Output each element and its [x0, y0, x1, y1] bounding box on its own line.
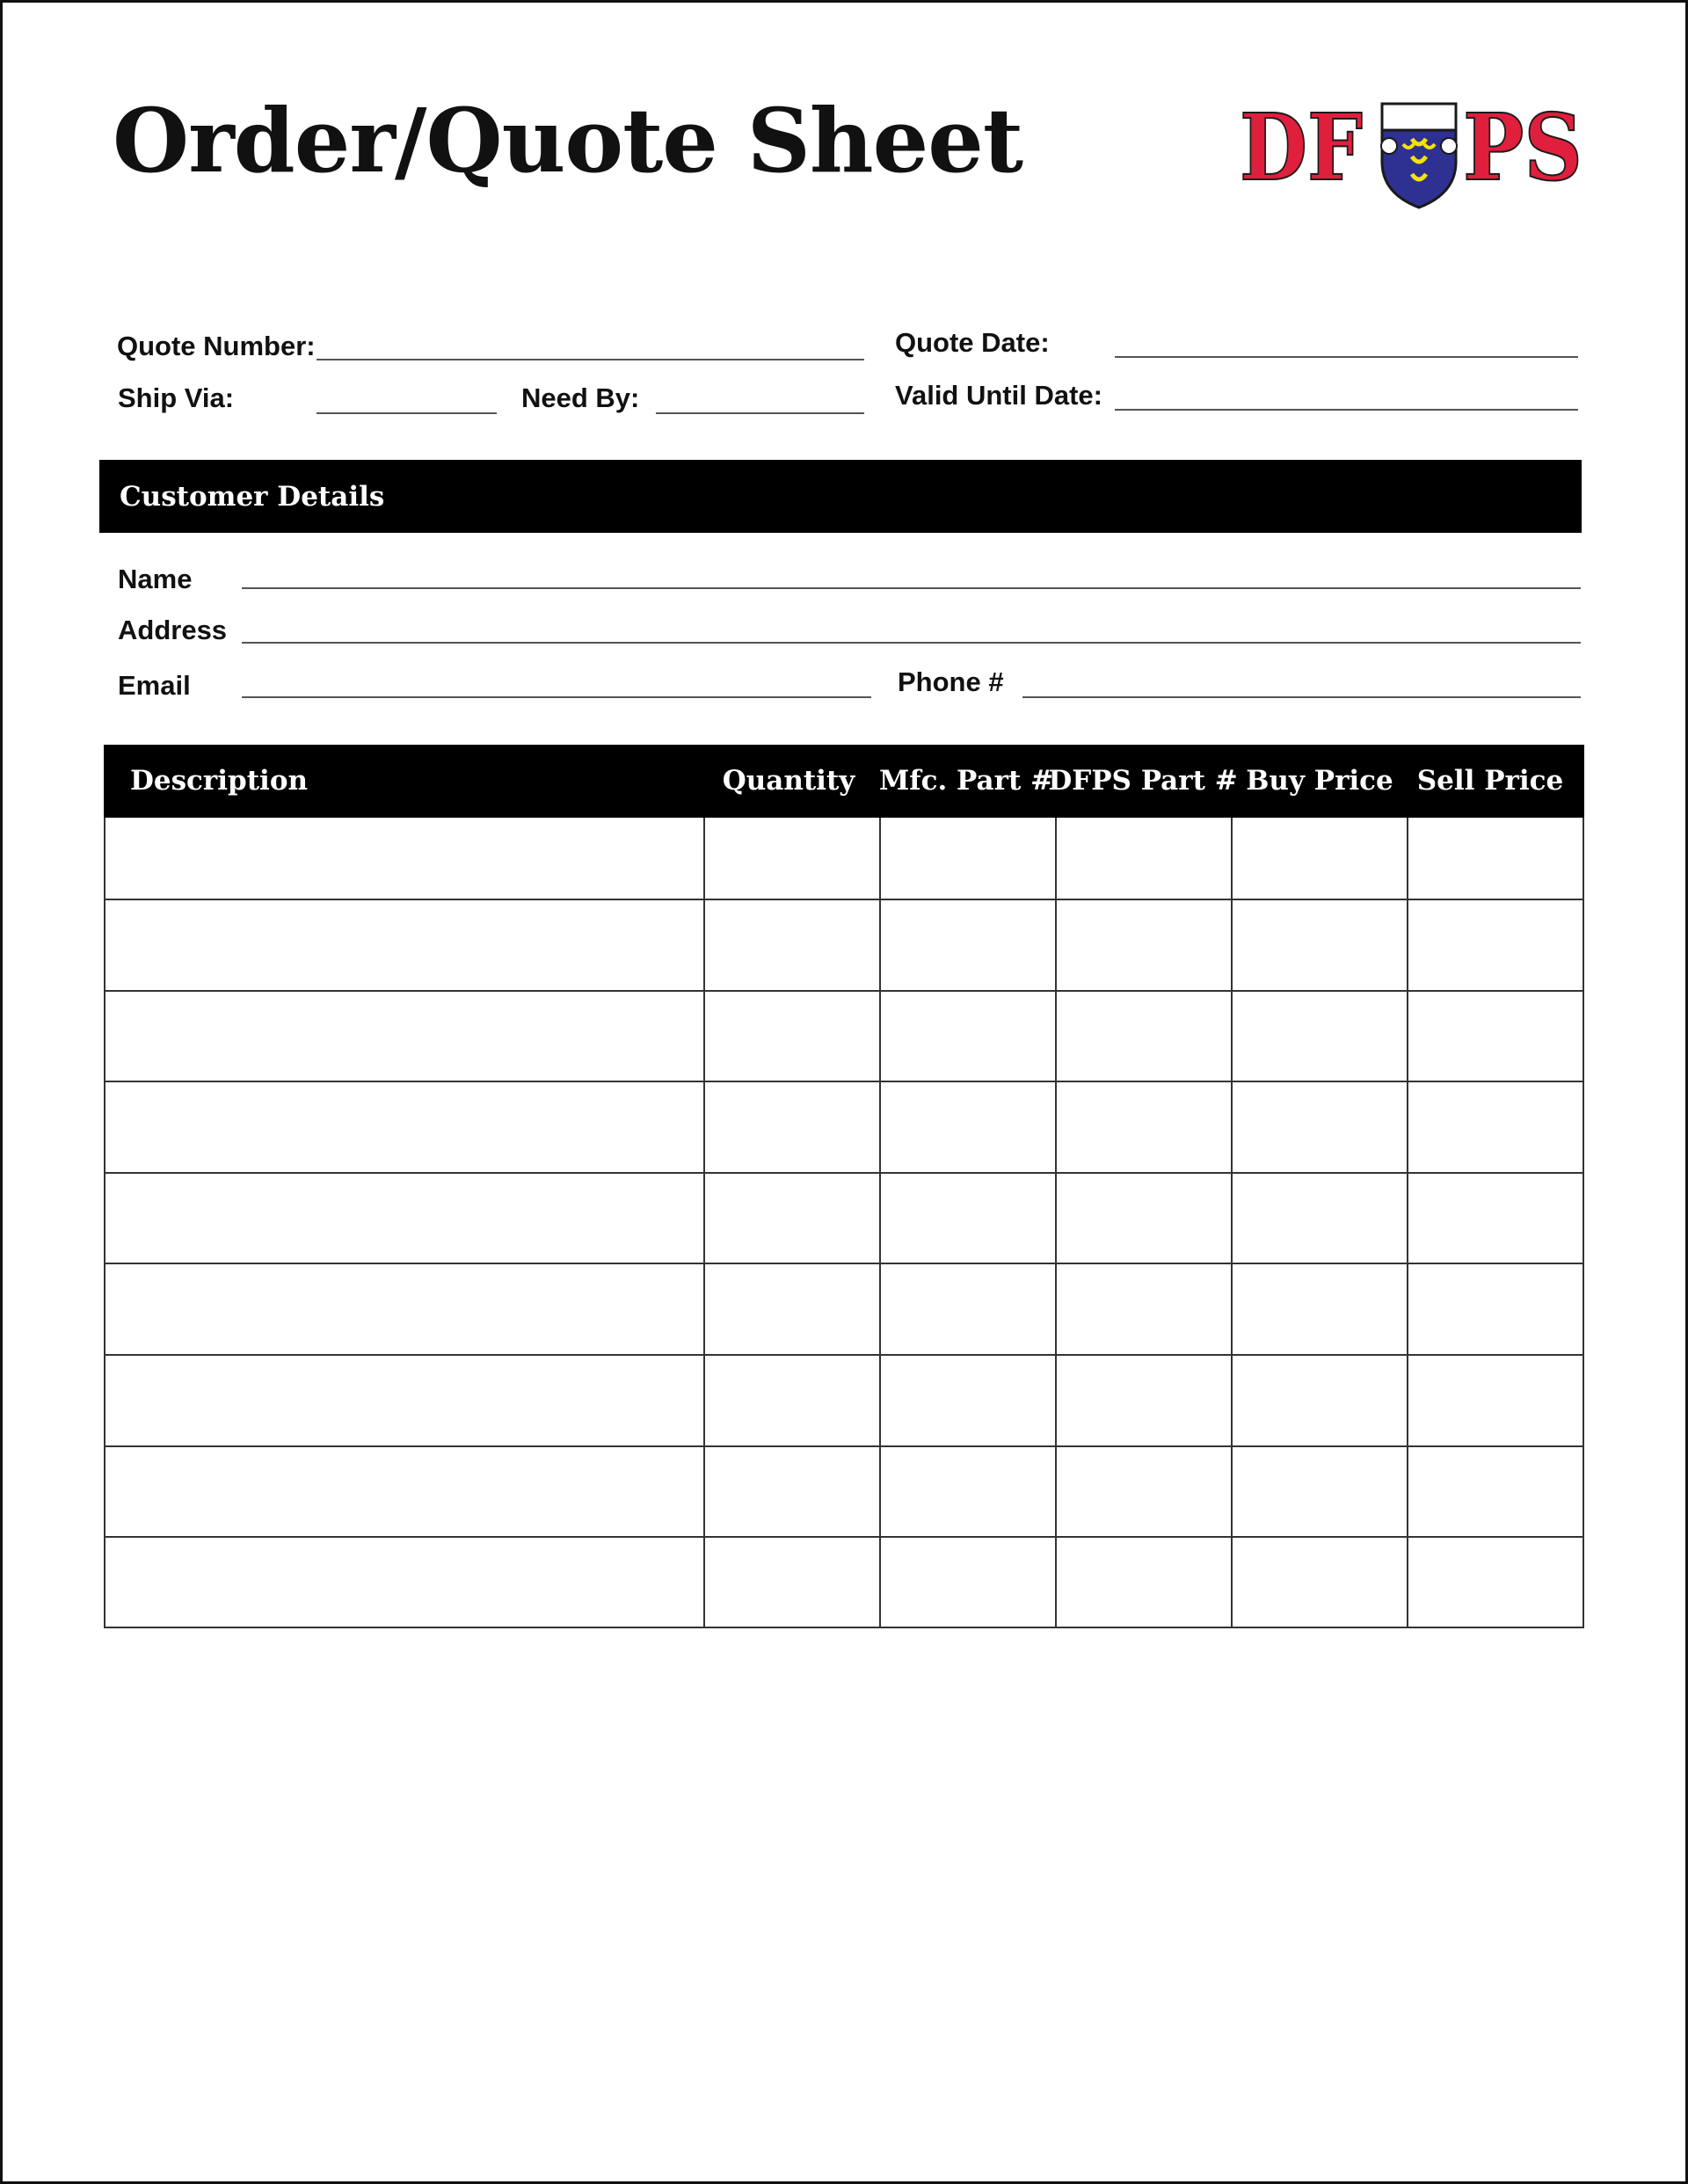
table-cell[interactable] [104, 1172, 703, 1263]
table-cell[interactable] [1231, 1172, 1407, 1263]
table-cell[interactable] [1231, 1081, 1407, 1172]
table-cell[interactable] [1231, 899, 1407, 990]
table-cell[interactable] [879, 899, 1055, 990]
table-cell[interactable] [703, 1263, 879, 1354]
table-cell[interactable] [703, 1081, 879, 1172]
table-cell[interactable] [879, 1354, 1055, 1445]
table-cell[interactable] [1055, 1263, 1231, 1354]
phone-label: Phone # [898, 666, 1004, 697]
table-cell[interactable] [1055, 1081, 1231, 1172]
name-label: Name [118, 564, 193, 594]
table-cell[interactable] [879, 1081, 1055, 1172]
column-header-buy-price: Buy Price [1246, 765, 1393, 797]
table-cell[interactable] [879, 818, 1055, 899]
need-by-field[interactable] [656, 412, 864, 414]
table-cell[interactable] [104, 899, 703, 990]
table-cell[interactable] [703, 990, 879, 1081]
table-cell[interactable] [1231, 1263, 1407, 1354]
table-cell[interactable] [104, 818, 703, 899]
table-cell[interactable] [1407, 1081, 1584, 1172]
table-cell[interactable] [104, 1445, 703, 1536]
table-cell[interactable] [703, 899, 879, 990]
table-cell[interactable] [879, 1172, 1055, 1263]
table-cell[interactable] [1055, 818, 1231, 899]
quote-date-label: Quote Date: [895, 327, 1050, 358]
table-cell[interactable] [1407, 990, 1584, 1081]
table-cell[interactable] [104, 1263, 703, 1354]
table-cell[interactable] [104, 990, 703, 1081]
table-cell[interactable] [1231, 1536, 1407, 1628]
table-cell[interactable] [703, 1445, 879, 1536]
page-title: Order/Quote Sheet [113, 89, 1023, 193]
table-cell[interactable] [1055, 1172, 1231, 1263]
shield-icon [1381, 104, 1457, 207]
table-cell[interactable] [879, 1263, 1055, 1354]
table-cell[interactable] [703, 818, 879, 899]
table-cell[interactable] [104, 1536, 703, 1628]
logo-letters-right: PS [1463, 98, 1582, 201]
valid-until-label: Valid Until Date: [895, 380, 1102, 411]
table-cell[interactable] [879, 990, 1055, 1081]
table-cell[interactable] [1231, 1354, 1407, 1445]
table-cell[interactable] [703, 1354, 879, 1445]
customer-details-heading: Customer Details [120, 481, 385, 513]
column-header-quantity: Quantity [722, 765, 855, 797]
table-cell[interactable] [1407, 899, 1584, 990]
table-cell[interactable] [1407, 1445, 1584, 1536]
table-cell[interactable] [1407, 818, 1584, 899]
table-cell[interactable] [1231, 990, 1407, 1081]
table-cell[interactable] [1055, 990, 1231, 1081]
name-field[interactable] [242, 587, 1581, 589]
column-header-mfc-part: Mfc. Part # [878, 765, 1054, 797]
table-cell[interactable] [703, 1172, 879, 1263]
items-table-body [104, 818, 1584, 1628]
address-label: Address [118, 615, 228, 645]
table-cell[interactable] [703, 1536, 879, 1628]
ship-via-label: Ship Via: [118, 382, 235, 413]
items-table-header [104, 745, 1584, 818]
table-cell[interactable] [104, 1081, 703, 1172]
table-cell[interactable] [1407, 1172, 1584, 1263]
column-header-description: Description [130, 765, 309, 797]
address-field[interactable] [242, 642, 1581, 644]
column-header-dfps-part: DFPS Part # [1048, 765, 1238, 797]
table-cell[interactable] [1055, 899, 1231, 990]
email-field[interactable] [242, 696, 871, 698]
table-cell[interactable] [879, 1536, 1055, 1628]
table-cell[interactable] [1407, 1354, 1584, 1445]
table-cell[interactable] [1055, 1536, 1231, 1628]
email-label: Email [118, 670, 191, 701]
logo-letters-left: DF [1240, 98, 1363, 201]
table-cell[interactable] [879, 1445, 1055, 1536]
table-cell[interactable] [1407, 1263, 1584, 1354]
table-cell[interactable] [1055, 1354, 1231, 1445]
column-header-sell-price: Sell Price [1416, 765, 1564, 797]
table-cell[interactable] [1231, 818, 1407, 899]
ship-via-field[interactable] [316, 412, 497, 414]
table-cell[interactable] [1231, 1445, 1407, 1536]
table-cell[interactable] [104, 1354, 703, 1445]
customer-details-header [99, 460, 1582, 533]
table-cell[interactable] [1407, 1536, 1584, 1628]
need-by-label: Need By: [521, 382, 640, 413]
quote-date-field[interactable] [1115, 356, 1578, 358]
quote-number-field[interactable] [316, 359, 864, 360]
quote-number-label: Quote Number: [117, 331, 316, 361]
phone-field[interactable] [1022, 696, 1581, 698]
valid-until-field[interactable] [1115, 409, 1578, 411]
table-cell[interactable] [1055, 1445, 1231, 1536]
dfps-logo [1240, 98, 1584, 211]
